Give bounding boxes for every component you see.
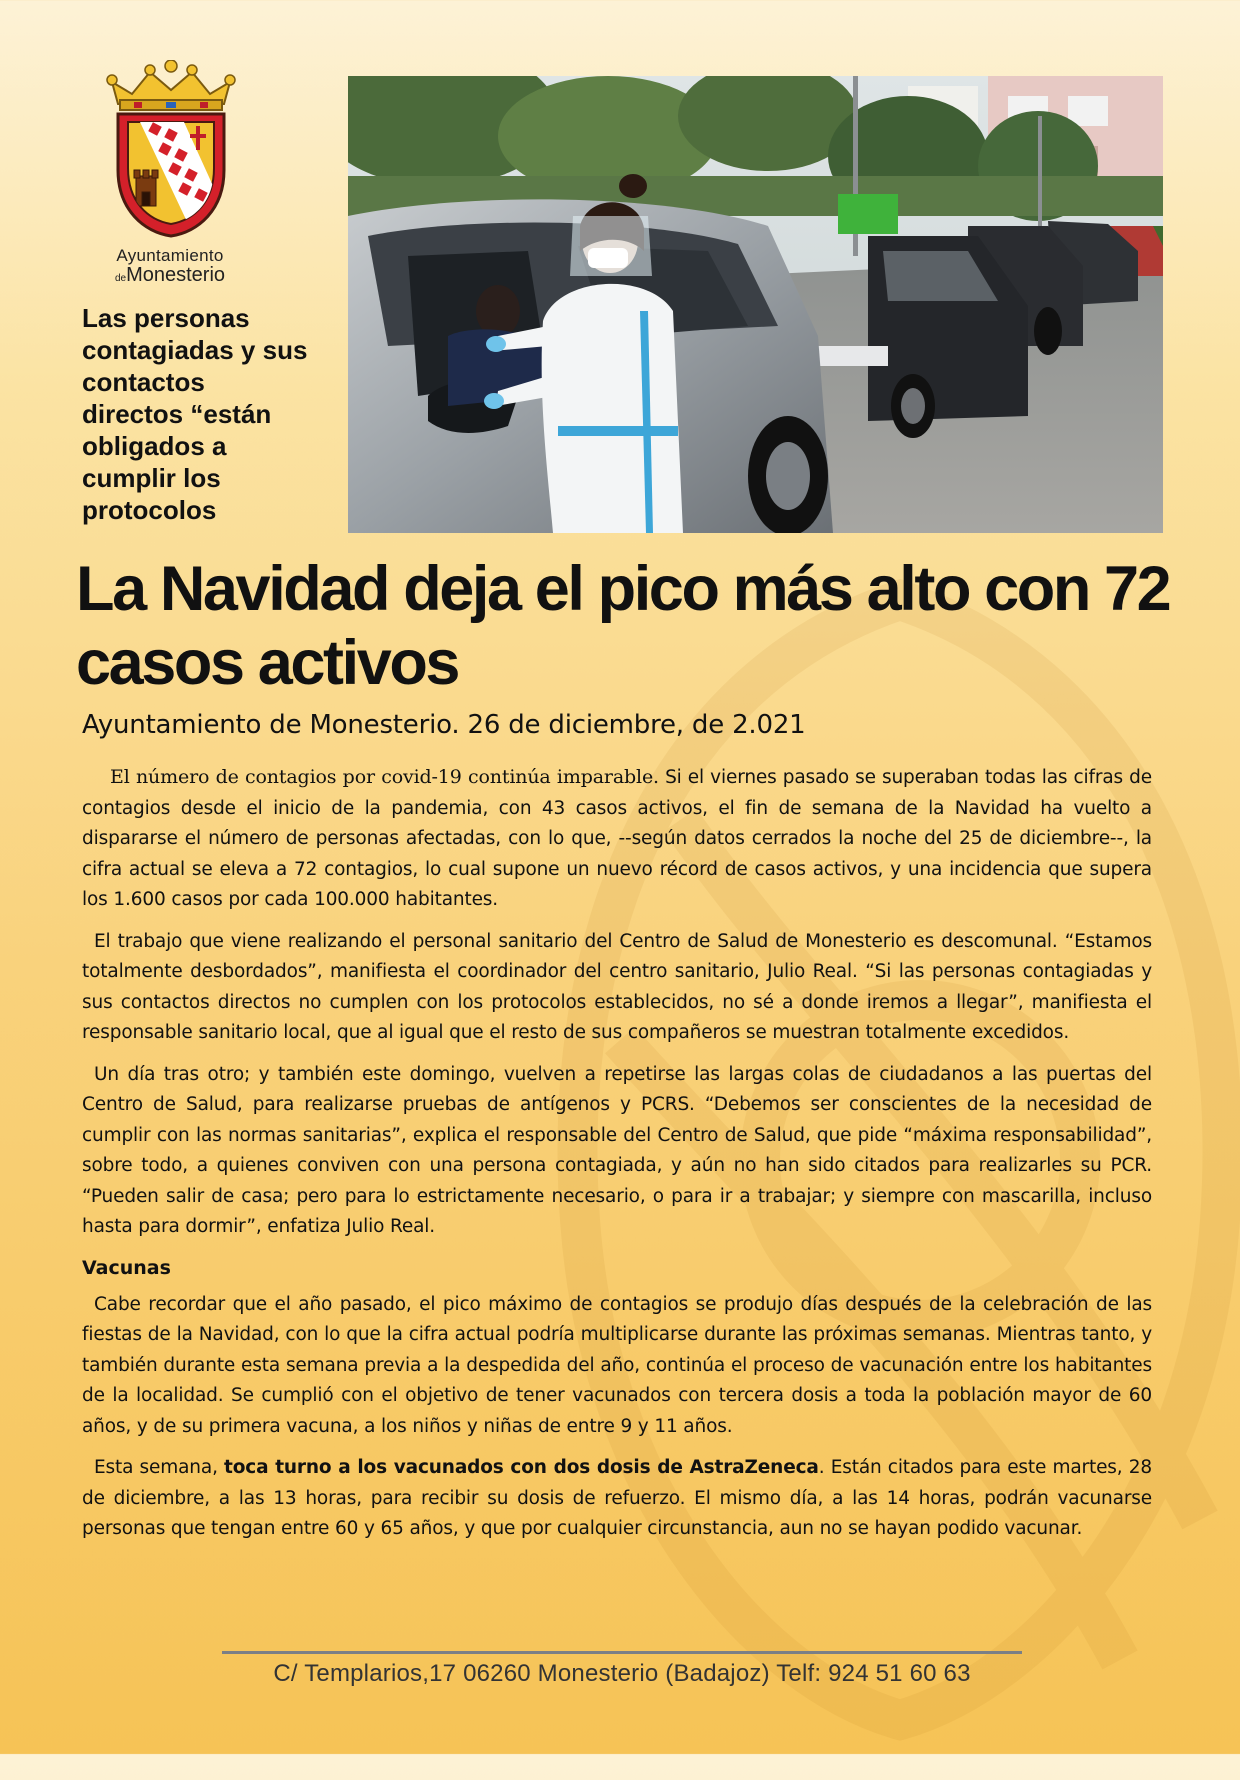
article-paragraph-3: Un día tras otro; y también este domingo, vuelven a repetirse las largas colas de ciudadanos a las puertas del Centro de Salud, para realizarse pruebas de antígenos y PCRS. “Debemos ser conscientes de la necesidad de cumplir con las normas sanitarias”, explica el responsable del Centro de Salud, que pide “máxima responsabilidad”, sobre todo, a quienes conviven con una persona contagiada, y aún no han sido citados para realizarles su PCR. “Pueden salir de casa; pero para lo estrictamente necesario, o para ir a trabajar; y siempre con mascarilla, incluso hasta para dormir”, enfatiza Julio Real.	[82, 1063, 1152, 1237]
covid-test-photo-icon	[348, 76, 1163, 533]
article-paragraph-2: El trabajo que viene realizando el personal sanitario del Centro de Salud de Monesterio es descomunal. “Estamos totalmente desbordados”, manifiesta el coordinador del centro sanitario, Julio Real. “Si las personas contagiadas y sus contactos directos no cumplen con los protocolos establecidos, no sé a donde iremos a llegar”, manifiesta el responsable sanitario local, que al igual que el resto de sus compañeros se muestran totalmente excedidos.	[82, 930, 1152, 1043]
paragraph-1-lead: El número de contagios por covid-19 continúa imparable.	[110, 766, 659, 788]
paragraph-5-bold: toca turno a los vacunados con dos dosis de AstraZeneca	[224, 1457, 819, 1478]
footer-address: C/ Templarios,17 06260 Monesterio (Badajoz) Telf: 924 51 60 63	[273, 1660, 971, 1687]
logo-monesterio: Monesterio	[126, 264, 226, 286]
logo-line-ayuntamiento: Ayuntamiento	[116, 246, 224, 265]
article-title: La Navidad deja el pico más alto con 72 casos activos	[76, 554, 1170, 698]
article-paragraph-4: Cabe recordar que el año pasado, el pico máximo de contagios se produjo días después de la celebración de las fiestas de la Navidad, con lo que la cifra actual podría multiplicarse durante las próximas semanas. Mientras tanto, y también durante esta semana previa a la despedida del año, continúa el proceso de vacunación entre los habitantes de la localidad. Se cumplió con el objetivo de tener vacunados con tercera dosis a toda la población mayor de 60 años, y de su primera vacuna, a los niños y niñas de entre 9 y 11 años.	[82, 1293, 1152, 1437]
news-photo	[348, 76, 1163, 533]
paragraph-5-rest: . Están citados para este martes, 28 de diciembre, a las 13 horas, para recibir su dosis de refuerzo. El mismo día, a las 14 horas, podrán vacunarse personas que tengan entre 60 y 65 años, y que por cualquier circunstancia, aun no se hayan podido vacunar.	[82, 1457, 1152, 1539]
article-body	[82, 762, 1152, 1556]
coat-of-arms-icon	[104, 60, 238, 240]
municipality-logo-text	[80, 246, 260, 289]
coat-of-arms-logo	[104, 60, 238, 240]
article-byline: Ayuntamiento de Monesterio. 26 de diciembre, de 2.021	[82, 710, 806, 740]
article-subheading-vacunas: Vacunas	[82, 1256, 171, 1279]
paragraph-1-rest: Si el viernes pasado se superaban todas las cifras de contagios desde el inicio de la pandemia, con 43 casos activos, el fin de semana de la Navidad ha vuelto a dispararse el número de personas afectadas, con lo que, --según datos cerrados la noche del 25 de diciembre--, la cifra actual se eleva a 72 contagios, lo cual supone un nuevo récord de casos activos, y una incidencia que supera los 1.600 casos por cada 100.000 habitantes.	[82, 767, 1152, 910]
article-paragraph-5	[82, 1453, 1152, 1545]
footer-divider	[222, 1651, 1022, 1654]
paragraph-5-start: Esta semana,	[94, 1457, 225, 1478]
logo-de: de	[114, 273, 127, 284]
article-paragraph-1	[82, 762, 1152, 916]
logo-line-monesterio	[80, 265, 260, 289]
sidebar-headline: Las personas contagiadas y sus contactos directos “están obligados a cumplir los protocolos	[82, 303, 308, 525]
